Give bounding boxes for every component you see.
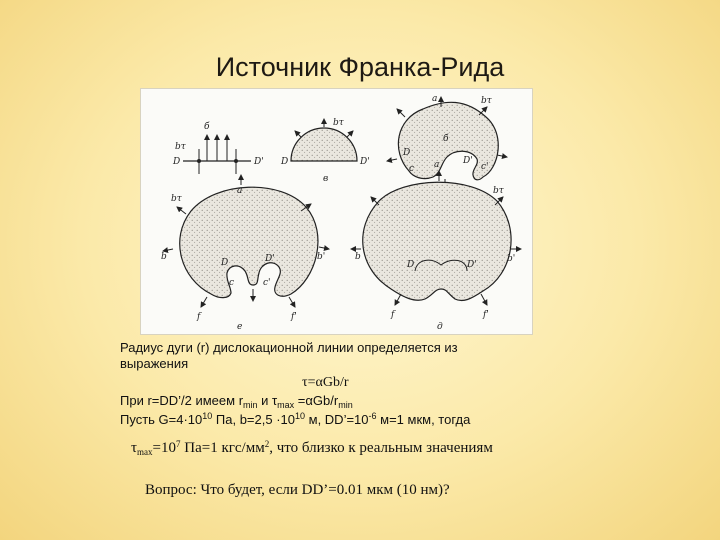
label-D-e: D xyxy=(407,260,415,270)
label-b-small-d: b xyxy=(161,252,167,262)
label-panel-v: в xyxy=(323,174,329,184)
label-b-small-e: b xyxy=(355,252,361,262)
label-a-e: а xyxy=(434,160,440,170)
label-fprime-e: f' xyxy=(483,310,489,320)
label-fprime-d: f' xyxy=(291,312,297,322)
text-taumax-result: $\tau_{max}=10^7$ Па=1 кгс/$мм^2$, что близко к реальным значениям xyxy=(131,439,493,457)
label-panel-d: д xyxy=(437,322,443,332)
label-c-c: c xyxy=(409,164,415,174)
label-f-e: f xyxy=(391,310,395,320)
label-b-c: б xyxy=(443,134,449,144)
label-Dprime-b: D' xyxy=(360,157,370,167)
label-btau-e: bτ xyxy=(493,186,504,196)
text-radius-line1: Радиус дуги (r) дислокационной линии определяется из xyxy=(120,340,458,355)
label-D: D xyxy=(173,157,181,167)
text-rmin-line: При r=DD’/2 имеем $r_{min}$ и $\tau_{max} =\alpha Gb/r_{min}$ xyxy=(120,393,353,410)
label-btau-c: bτ xyxy=(481,96,492,106)
label-f-d: f xyxy=(197,312,201,322)
label-Dprime-d: D' xyxy=(265,254,275,264)
label-Dprime-c: D' xyxy=(463,156,473,166)
label-btau-d: bτ xyxy=(171,194,182,204)
label-a-c: а xyxy=(432,94,438,104)
text-question: Вопрос: Что будет, если DD’=0.01 мкм (10 нм)? xyxy=(145,482,450,498)
label-D-b: D xyxy=(281,157,289,167)
panel-b-semicircle xyxy=(280,118,370,184)
panel-e-new-loop xyxy=(351,160,521,332)
label-D-c: D xyxy=(403,148,411,158)
panel-d-loop-closing xyxy=(161,175,329,332)
frank-read-diagram xyxy=(140,88,533,335)
label-c-d: c xyxy=(229,278,235,288)
panel-a-straight-dislocation xyxy=(172,121,264,174)
slide-title: Источник Франка-Рида xyxy=(215,52,505,82)
label-Dprime: D' xyxy=(254,157,264,167)
label-bprime-e: b' xyxy=(507,254,516,264)
label-D-d: D xyxy=(221,258,229,268)
text-radius-line2: выражения xyxy=(120,356,189,371)
label-btau-b: bτ xyxy=(333,118,344,128)
text-parameters-line: Пусть $G=4\cdot 10^{10}$ Па, $b=2,5 \cdot 10^{10}$ м, $DD’=10^{-6}$ м=1 мкм, тогда xyxy=(120,411,471,427)
label-cprime-d: c' xyxy=(263,278,271,288)
label-cprime-c: c' xyxy=(481,162,489,172)
formula-tau: τ=αGb/r xyxy=(302,375,349,390)
label-panel-e: е xyxy=(237,322,243,332)
label-a-d: а xyxy=(237,186,243,196)
label-btau-a: bτ xyxy=(175,142,186,152)
label-bprime-d: b' xyxy=(317,252,326,262)
label-Dprime-e: D' xyxy=(467,260,477,270)
label-b-panel: б xyxy=(204,122,210,132)
